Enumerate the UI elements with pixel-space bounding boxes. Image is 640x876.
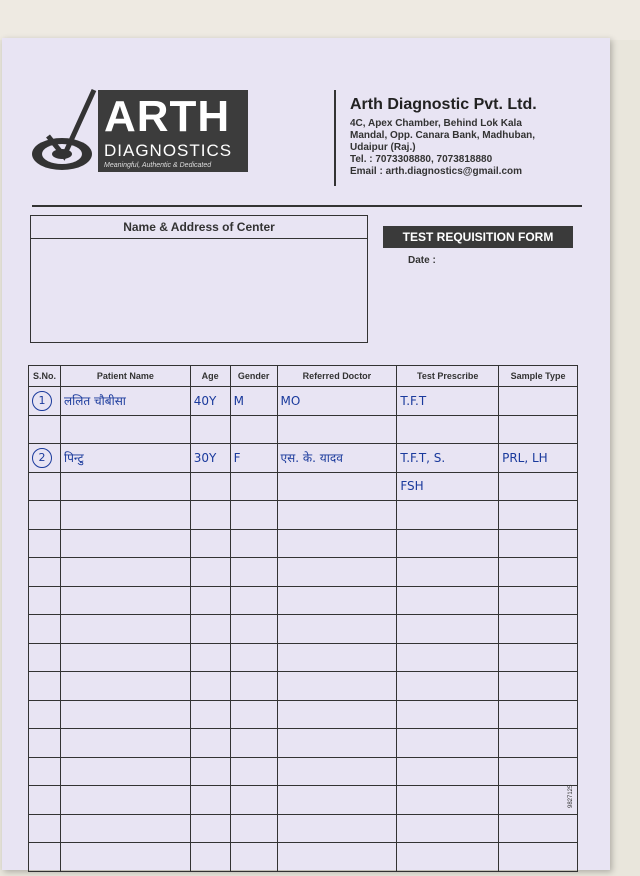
column-header: Sample Type (499, 366, 578, 387)
cell-name (60, 786, 190, 815)
cell-sno (29, 586, 61, 615)
cell-doctor: MO (277, 387, 397, 416)
cell-gender (230, 700, 277, 729)
cell-age: 30Y (190, 444, 230, 473)
cell-test (397, 586, 499, 615)
cell-age (190, 757, 230, 786)
cell-sno (29, 729, 61, 758)
cell-age (190, 700, 230, 729)
cell-age (190, 501, 230, 530)
company-address: 4C, Apex Chamber, Behind Lok Kala Mandal, Opp. Canara Bank, Madhuban, Udaipur (Raj.) Tel. : 7073308880, 7073818880 Email : arth.diagnostics@gmail.com (350, 118, 536, 177)
cell-age (190, 415, 230, 444)
cell-sno (29, 529, 61, 558)
cell-doctor (277, 529, 397, 558)
side-code: 9827125 (568, 784, 574, 808)
column-header: S.No. (29, 366, 61, 387)
cell-age (190, 843, 230, 872)
cell-age (190, 529, 230, 558)
cell-gender (230, 814, 277, 843)
cell-gender (230, 757, 277, 786)
table-row (29, 472, 578, 501)
cell-test (397, 615, 499, 644)
column-header: Gender (230, 366, 277, 387)
serial-number-circle: 2 (32, 448, 52, 468)
cell-doctor (277, 672, 397, 701)
cell-name (60, 729, 190, 758)
cell-sample (499, 586, 578, 615)
table-row (29, 558, 578, 587)
cell-test (397, 501, 499, 530)
cell-sno (29, 672, 61, 701)
table-row (29, 444, 578, 473)
cell-sample (499, 729, 578, 758)
cell-sample (499, 615, 578, 644)
cell-sample (499, 786, 578, 815)
cell-test (397, 529, 499, 558)
form-title: TEST REQUISITION FORM (383, 226, 573, 248)
cell-sample (499, 387, 578, 416)
cell-sample (499, 558, 578, 587)
cell-test: FSH (397, 472, 499, 501)
cell-test: T.F.T (397, 387, 499, 416)
cell-doctor (277, 472, 397, 501)
cell-sample (499, 814, 578, 843)
cell-age (190, 615, 230, 644)
cell-age (190, 558, 230, 587)
cell-sno (29, 558, 61, 587)
patient-table (28, 365, 578, 872)
cell-sno (29, 472, 61, 501)
cell-doctor (277, 729, 397, 758)
cell-name (60, 529, 190, 558)
cell-sno (29, 501, 61, 530)
cell-age (190, 586, 230, 615)
cell-age (190, 814, 230, 843)
cell-gender: F (230, 444, 277, 473)
cell-name: पिन्टु (60, 444, 190, 473)
cell-doctor (277, 558, 397, 587)
table-row (29, 786, 578, 815)
cell-sno (29, 843, 61, 872)
logo-tagline: Meaningful, Authentic & Dedicated (104, 162, 212, 169)
center-heading: Name & Address of Center (31, 216, 367, 239)
cell-gender (230, 472, 277, 501)
cell-test (397, 415, 499, 444)
cell-gender (230, 672, 277, 701)
cell-sample (499, 757, 578, 786)
table-row (29, 529, 578, 558)
cell-test (397, 729, 499, 758)
table-row (29, 586, 578, 615)
cell-doctor (277, 501, 397, 530)
cell-sample (499, 472, 578, 501)
cell-doctor (277, 757, 397, 786)
cell-sample (499, 415, 578, 444)
table-row (29, 643, 578, 672)
table-row (29, 814, 578, 843)
date-label: Date : (408, 255, 436, 266)
table-row (29, 615, 578, 644)
table-body (29, 387, 578, 872)
cell-sample (499, 529, 578, 558)
cell-sno (29, 814, 61, 843)
center-address-box (30, 215, 368, 343)
cell-name (60, 757, 190, 786)
cell-name (60, 643, 190, 672)
cell-name (60, 586, 190, 615)
cell-doctor (277, 814, 397, 843)
cell-doctor (277, 415, 397, 444)
table-row (29, 415, 578, 444)
cell-gender (230, 843, 277, 872)
cell-sample (499, 501, 578, 530)
cell-doctor (277, 643, 397, 672)
cell-age (190, 672, 230, 701)
cell-gender: M (230, 387, 277, 416)
cell-gender (230, 643, 277, 672)
logo-title: ARTH (104, 92, 231, 141)
cell-name (60, 501, 190, 530)
cell-sno (29, 615, 61, 644)
cell-sno (29, 786, 61, 815)
cell-test (397, 843, 499, 872)
cell-gender (230, 501, 277, 530)
cell-doctor (277, 786, 397, 815)
cell-gender (230, 615, 277, 644)
column-header: Age (190, 366, 230, 387)
cell-gender (230, 415, 277, 444)
cell-sno (29, 700, 61, 729)
table-row (29, 387, 578, 416)
cell-test (397, 672, 499, 701)
cell-age: 40Y (190, 387, 230, 416)
cell-doctor: एस. के. यादव (277, 444, 397, 473)
cell-gender (230, 586, 277, 615)
cell-sample (499, 700, 578, 729)
cell-test (397, 786, 499, 815)
cell-doctor (277, 586, 397, 615)
cell-test (397, 814, 499, 843)
cell-name (60, 472, 190, 501)
cell-gender (230, 729, 277, 758)
paper-background (0, 0, 640, 40)
cell-age (190, 472, 230, 501)
cell-age (190, 643, 230, 672)
cell-test: T.F.T, S. (397, 444, 499, 473)
cell-name (60, 558, 190, 587)
cell-name: ललित चौबीसा (60, 387, 190, 416)
cell-sample (499, 843, 578, 872)
cell-name (60, 814, 190, 843)
cell-gender (230, 529, 277, 558)
cell-doctor (277, 843, 397, 872)
cell-name (60, 700, 190, 729)
table-row (29, 757, 578, 786)
column-header: Test Prescribe (397, 366, 499, 387)
cell-name (60, 615, 190, 644)
cell-gender (230, 786, 277, 815)
table-header-row (29, 366, 578, 387)
table-row (29, 672, 578, 701)
table-row (29, 729, 578, 758)
cell-name (60, 415, 190, 444)
table-row (29, 843, 578, 872)
cell-test (397, 558, 499, 587)
table-row (29, 700, 578, 729)
cell-sample: PRL, LH (499, 444, 578, 473)
cell-sample (499, 643, 578, 672)
column-header: Patient Name (60, 366, 190, 387)
cell-sno (29, 643, 61, 672)
cell-age (190, 729, 230, 758)
cell-sno (29, 415, 61, 444)
header-rule (32, 205, 582, 207)
cell-sno (29, 757, 61, 786)
serial-number-circle: 1 (32, 391, 52, 411)
cell-sno (29, 387, 61, 416)
company-name: Arth Diagnostic Pvt. Ltd. (350, 96, 537, 113)
cell-gender (230, 558, 277, 587)
table-row (29, 501, 578, 530)
cell-sample (499, 672, 578, 701)
cell-test (397, 757, 499, 786)
logo-subtitle: DIAGNOSTICS (104, 141, 233, 160)
cell-name (60, 672, 190, 701)
header-divider (334, 90, 336, 186)
cell-test (397, 700, 499, 729)
cell-name (60, 843, 190, 872)
column-header: Referred Doctor (277, 366, 397, 387)
cell-sno (29, 444, 61, 473)
cell-age (190, 786, 230, 815)
cell-test (397, 643, 499, 672)
cell-doctor (277, 700, 397, 729)
cell-doctor (277, 615, 397, 644)
